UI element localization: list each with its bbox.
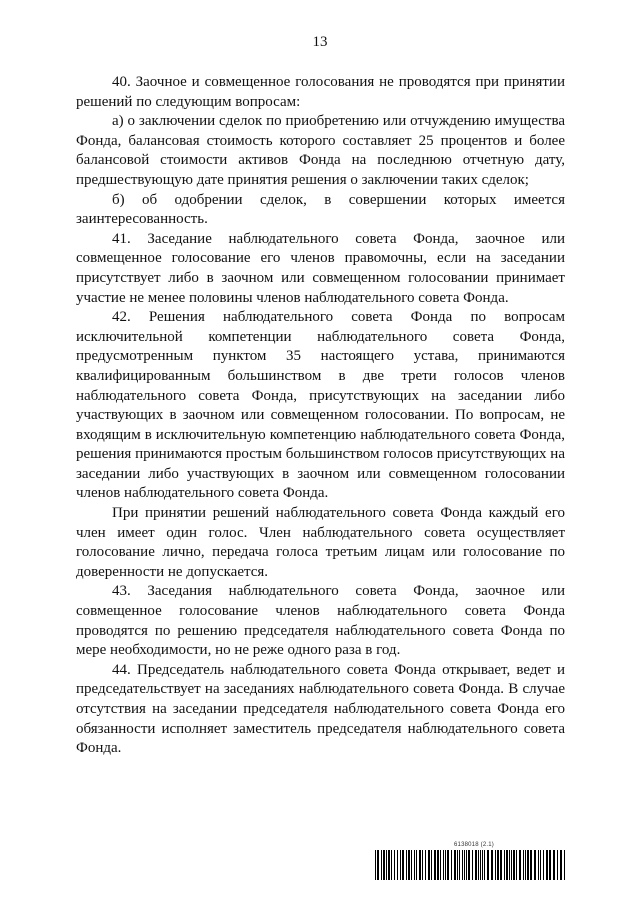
paragraph-40a: а) о заключении сделок по приобретению или отчуждению имущества Фонда, балансовая стоимость которого составляет 25 процентов и более балансовой стоимости активов Фонда на последнюю отчетную дату, предшествующую дате принятия решения о заключении таких сделок; [76,113,565,188]
paragraph-40: 40. Заочное и совмещенное голосования не проводятся при принятии решений по следующим вопросам: [76,74,565,110]
document-body [76,73,565,759]
paragraph-44: 44. Председатель наблюдательного совета Фонда открывает, ведет и председательствует на заседаниях наблюдательного совета Фонда. В случае отсутствия на заседании председателя наблюдательного совета Фонда его обязанности исполняет заместитель председателя наблюдательного совета Фонда. [76,661,565,757]
paragraph-40b: б) об одобрении сделок, в совершении которых имеется заинтересованность. [76,191,565,228]
paragraph-42-voting: При принятии решений наблюдательного совета Фонда каждый его член имеет один голос. Член наблюдательного совета осуществляет голосование лично, передача голоса третьим лицам или голосование по доверенности не допускается. [76,505,565,580]
barcode [375,850,565,880]
paragraph-43: 43. Заседания наблюдательного совета Фонда, заочное или совмещенное голосование членов наблюдательного совета Фонда проводятся по решению председателя наблюдательного совета Фонда по мере необходимости, но не реже одного раза в год. [76,583,565,659]
paragraph-42: 42. Решения наблюдательного совета Фонда по вопросам исключительной компетенции наблюдательного совета Фонда, предусмотренным пунктом 35 настоящего устава, принимаются квалифицированным большинством в две трети голосов членов наблюдательного совета Фонда, присутствующих на заседании либо участвующих в заочном или совмещенном голосовании. По вопросам, не входящим в исключительную компетенцию наблюдательного совета Фонда, решения принимаются простым большинством голосов присутствующих на заседании либо участвующих в заочном или совмещенном голосовании членов наблюдательного совета Фонда. [76,309,565,502]
barcode-label: 6138018 (2.1) [454,842,494,848]
page-number: 13 [312,34,328,50]
paragraph-41: 41. Заседание наблюдательного совета Фонда, заочное или совмещенное голосование его членов правомочны, если на заседании присутствует либо в заочном или совмещенном голосовании принимает участие не менее половины членов наблюдательного совета Фонда. [76,230,565,306]
